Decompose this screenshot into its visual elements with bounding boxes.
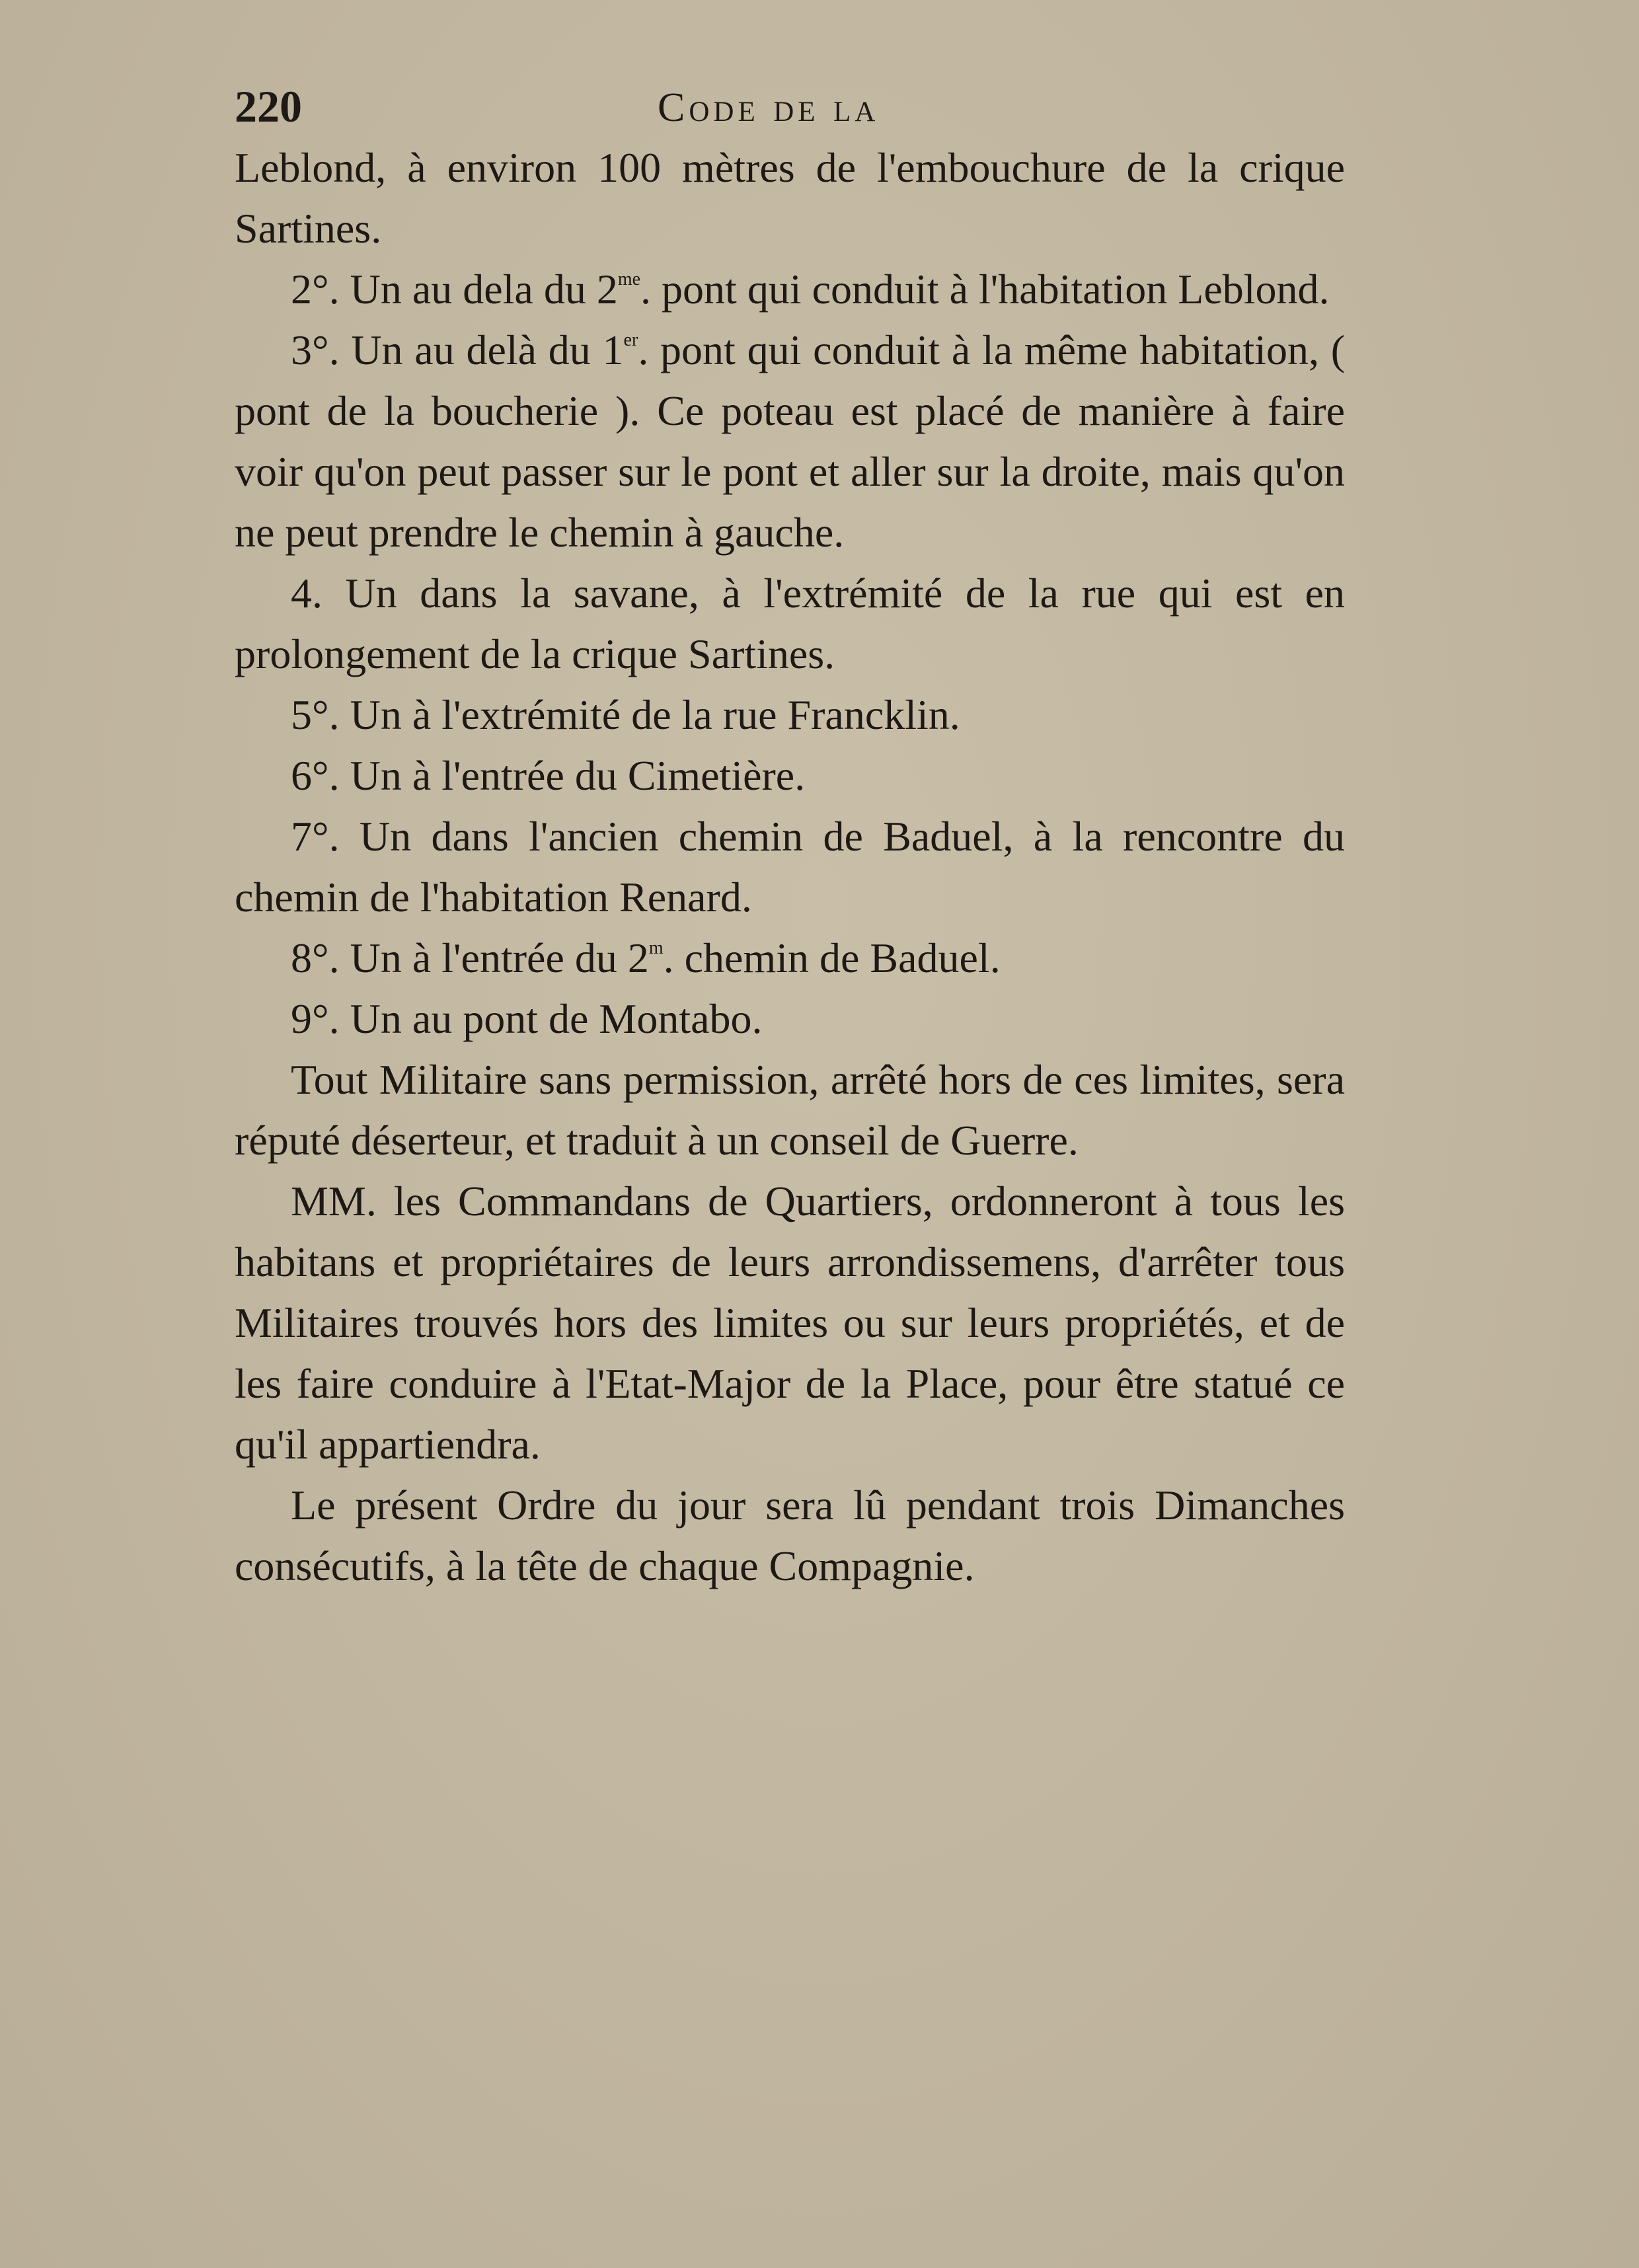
paragraph-deserter-rule: Tout Militaire sans permission, arrêté hors de ces limites, sera réputé déserteur, et traduit à un conseil de Guerre. (235, 1056, 1345, 1164)
paragraph-commandants: MM. les Commandans de Quartiers, ordonneront à tous les habitans et propriétaires de leurs arrondissemens, d'arrêter tous Militaires trouvés hors des limites ou sur leurs propriétés, et de les faire conduire à l'Etat-Major de la Place, pour être statué ce qu'il appartiendra. (235, 1178, 1345, 1468)
item-text: 3°. Un au delà du 1 (291, 326, 624, 373)
body-text (235, 137, 1345, 1597)
page-header (235, 81, 1318, 140)
paragraph-continuation: Leblond, à environ 100 mètres de l'embouchure de la crique Sartines. (235, 144, 1345, 252)
paragraph-item-4: 4. Un dans la savane, à l'extrémité de la rue qui est en prolongement de la crique Sartines. (235, 570, 1345, 677)
ordinal-superscript: me (617, 269, 641, 289)
item-text-rest: . pont qui conduit à l'habitation Leblond. (640, 266, 1330, 313)
paragraph-item-9: 9°. Un au pont de Montabo. (291, 995, 763, 1042)
ordinal-superscript: m (648, 938, 664, 958)
ordinal-superscript: er (623, 330, 638, 350)
paragraph-item-7: 7°. Un dans l'ancien chemin de Baduel, à la rencontre du chemin de l'habitation Renard. (235, 813, 1345, 921)
item-text: 2°. Un au dela du 2 (291, 266, 618, 313)
paragraph-item-6: 6°. Un à l'entrée du Cimetière. (291, 752, 806, 799)
paragraph-item-2 (235, 259, 1345, 320)
paragraph-order-reading: Le présent Ordre du jour sera lû pendant trois Dimanches consécutifs, à la tête de chaque Compagnie. (235, 1482, 1345, 1589)
paragraph-item-8 (235, 928, 1345, 989)
paragraph-item-3 (235, 320, 1345, 563)
item-text-rest: . pont qui conduit à la même habitation, ( pont de la boucherie ). Ce poteau est placé de manière à faire voir qu'on peut passer sur le pont et aller sur la droite, mais qu'on ne peut prendre le chemin à gauche. (235, 326, 1346, 556)
item-text-rest: . chemin de Baduel. (663, 934, 1001, 981)
running-title: Code de la (658, 85, 880, 130)
item-text: 8°. Un à l'entrée du 2 (291, 934, 649, 981)
page-number: 220 (235, 81, 302, 132)
paragraph-item-5: 5°. Un à l'extrémité de la rue Francklin. (291, 691, 960, 738)
